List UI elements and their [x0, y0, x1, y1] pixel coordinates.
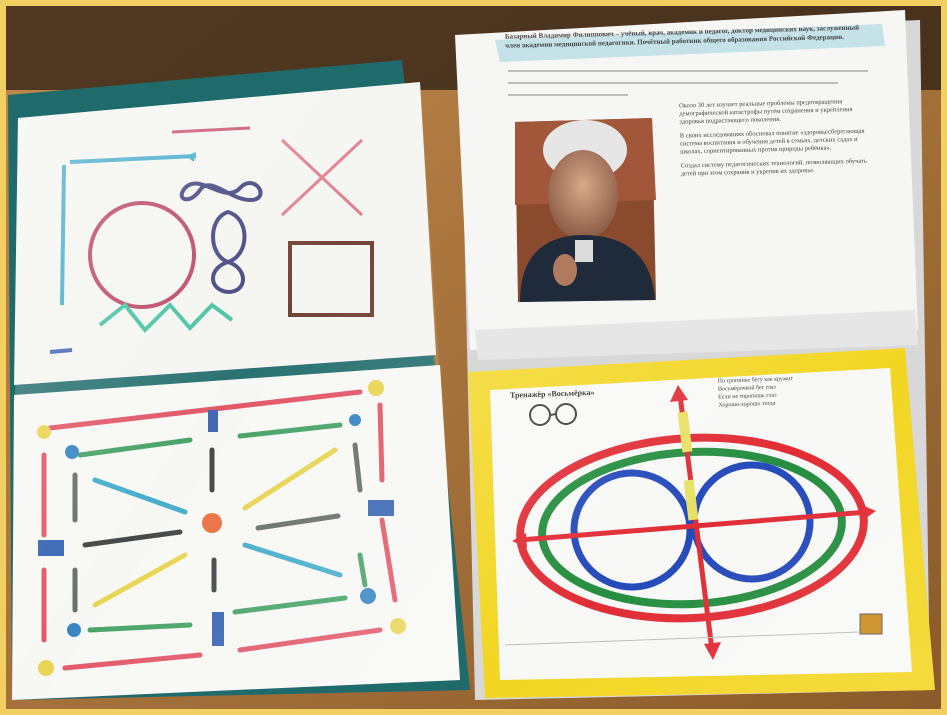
trainer-card-poem: По тропинке бегу как кружит Восьмёрочкой бег глаз Если не торопишь глаз Хорошо-хорошо тогда: [717, 375, 794, 409]
trainer-card-title: Тренажёр «Восьмёрка»: [509, 387, 595, 400]
left-binder-sheen: [12, 82, 460, 700]
bio-card-header: Базарный Владимир Филиппович – учёный, врач, академик и педагог, доктор медицинских наук, заслуженный член академии медицинской педагогики. Почётный работник общего образования Российской Федерации.: [504, 23, 860, 50]
portrait-photo: [515, 118, 656, 302]
bio-bullet-1: Около 30 лет изучает реальные проблемы предотвращения демографической катастрофы путём сохранения и укрепления здоровья подрастающего поколения.: [678, 98, 853, 126]
bio-bullet-3: Создал систему педагогических технологий, позволяющих обучать детей при этом сохранив и укрепив их здоровье.: [680, 157, 868, 178]
bio-bullet-2: В своих исследованиях обосновал понятие «здоровьесберегающая система воспитания и обучения детей в семьях, детских садах и школах, сориентированных против природы ребёнка».: [679, 127, 865, 156]
bio-card-bullets: [679, 97, 876, 184]
